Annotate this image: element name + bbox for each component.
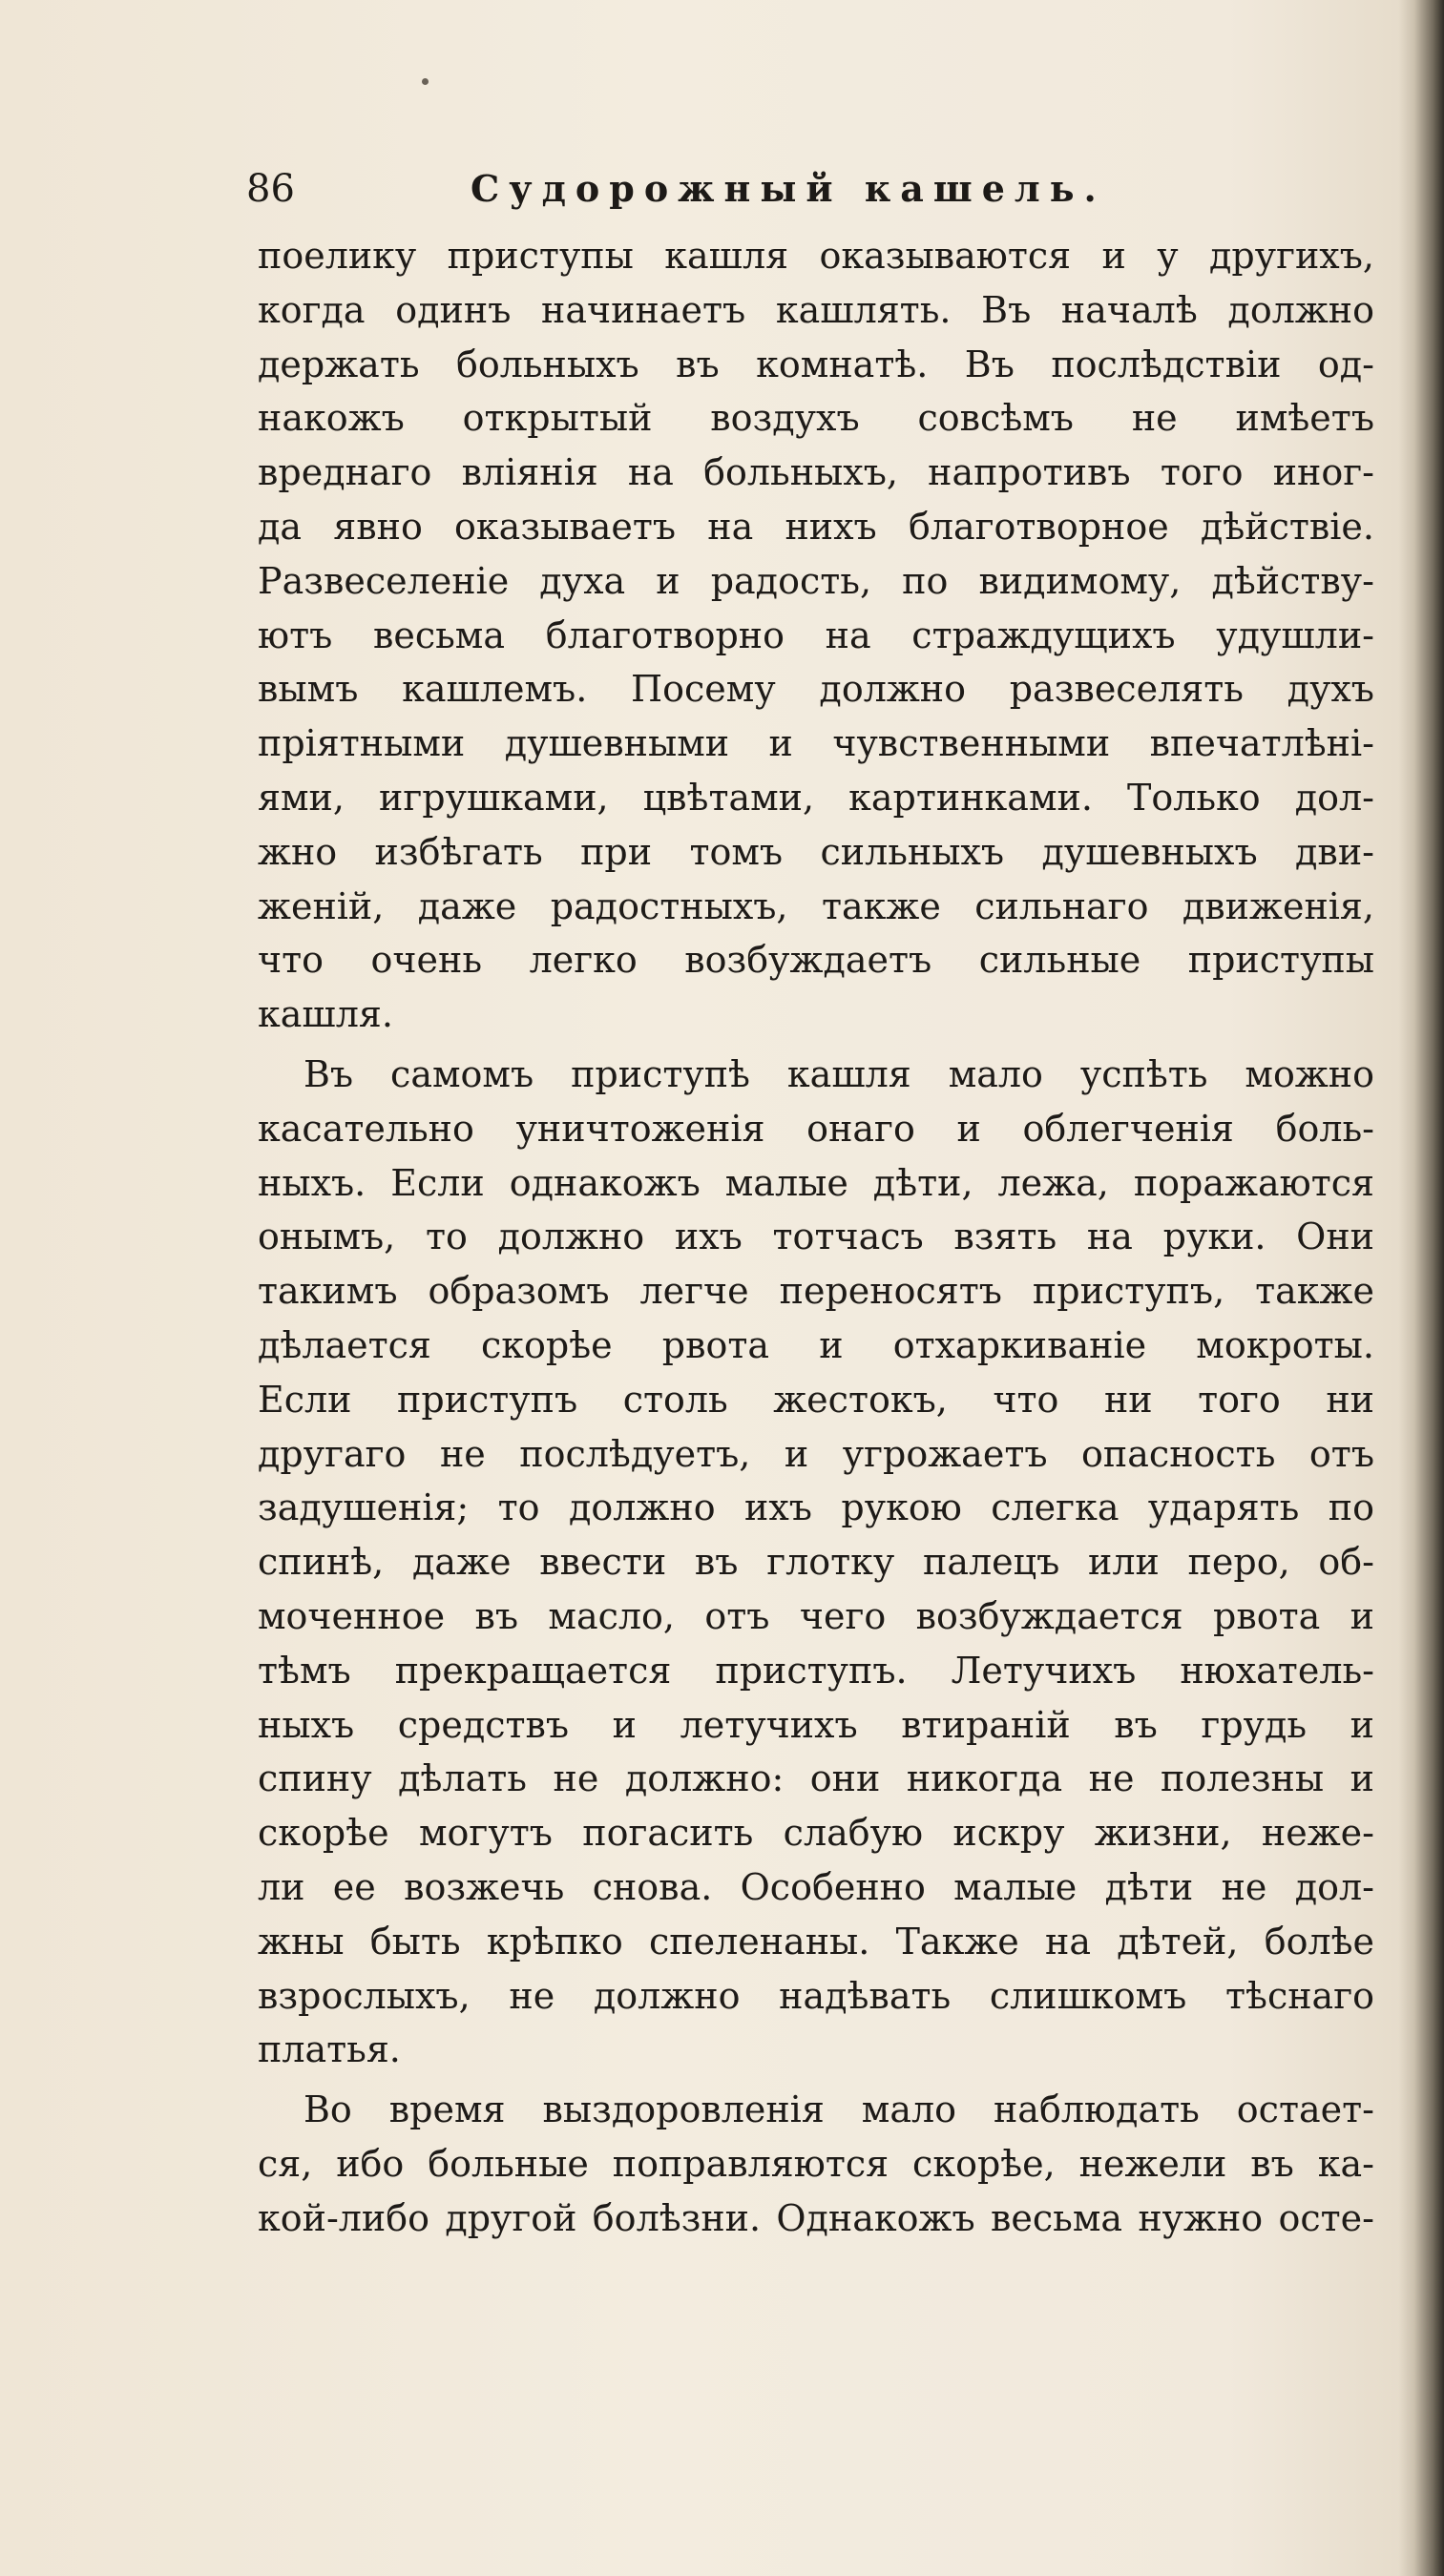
text-line: кашля.: [258, 993, 393, 1036]
text-line: поелику приступы кашля оказываются и у другихъ,: [258, 235, 1374, 277]
text-line: Развеселеніе духа и радость, по видимому, дѣйству-: [258, 559, 1374, 602]
text-line: вымъ кашлемъ. Посему должно развеселять духъ: [258, 668, 1374, 711]
text-line: что очень легко возбуждаетъ сильные приступы: [258, 939, 1374, 982]
text-line: жны быть крѣпко спеленаны. Также на дѣтей, болѣе: [258, 1920, 1374, 1963]
text-line: моченное въ масло, отъ чего возбуждается рвота и: [258, 1594, 1374, 1637]
text-line: задушенія; то должно ихъ рукою слегка ударять по: [258, 1486, 1374, 1529]
text-line: когда одинъ начинаетъ кашлять. Въ началѣ должно: [258, 288, 1374, 331]
text-line: другаго не послѣдуетъ, и угрожаетъ опасность отъ: [258, 1432, 1374, 1475]
page-header: [246, 160, 1201, 218]
text-line: да явно оказываетъ на нихъ благотворное дѣйствіе.: [258, 505, 1374, 548]
text-line: взрослыхъ, не должно надѣвать слишкомъ тѣснаго: [258, 1974, 1374, 2017]
text-line: вреднаго вліянія на больныхъ, напротивъ того иног-: [258, 451, 1374, 494]
text-line: спину дѣлать не должно: они никогда не полезны и: [258, 1757, 1374, 1800]
text-line: женій, даже радостныхъ, также сильнаго движенія,: [258, 884, 1374, 927]
text-line: Во время выздоровленія мало наблюдать остает-: [303, 2088, 1374, 2131]
print-speck: [422, 78, 429, 85]
text-line: Если приступъ столь жестокъ, что ни того ни: [258, 1378, 1374, 1421]
text-line: такимъ образомъ легче переносятъ приступъ, также: [258, 1270, 1374, 1313]
text-line: онымъ, то должно ихъ тотчасъ взять на руки. Они: [258, 1215, 1374, 1258]
page-binding-shadow: [1398, 0, 1444, 2576]
body-text: [258, 229, 1374, 2245]
text-line: ся, ибо больные поправляются скорѣе, нежели въ ка-: [258, 2142, 1374, 2185]
text-line: платья.: [258, 2028, 401, 2071]
text-line: ныхъ. Если однакожъ малые дѣти, лежа, поражаются: [258, 1161, 1374, 1204]
running-title: Судорожный кашель.: [471, 167, 1106, 210]
text-line: Въ самомъ приступѣ кашля мало успѣть можно: [303, 1052, 1374, 1095]
text-line: ли ее возжечь снова. Особенно малые дѣти не дол-: [258, 1865, 1374, 1908]
text-line: ныхъ средствъ и летучихъ втираній въ грудь и: [258, 1703, 1374, 1746]
text-line: тѣмъ прекращается приступъ. Летучихъ нюхатель-: [258, 1649, 1374, 1692]
text-line: ями, игрушками, цвѣтами, картинками. Только дол-: [258, 776, 1374, 819]
text-line: пріятными душевными и чувственными впечатлѣні-: [258, 722, 1374, 765]
text-line: дѣлается скорѣе рвота и отхаркиваніе мокроты.: [258, 1323, 1374, 1366]
text-line: спинѣ, даже ввести въ глотку палецъ или перо, об-: [258, 1541, 1374, 1584]
text-line: держать больныхъ въ комнатѣ. Въ послѣдствіи од-: [258, 343, 1374, 385]
page-number: 86: [246, 167, 295, 211]
text-line: накожъ открытый воздухъ совсѣмъ не имѣетъ: [258, 397, 1374, 440]
text-line: скорѣе могутъ погасить слабую искру жизни, неже-: [258, 1812, 1374, 1855]
text-line: жно избѣгать при томъ сильныхъ душевныхъ дви-: [258, 830, 1374, 873]
text-line: касательно уничтоженія онаго и облегченія боль-: [258, 1107, 1374, 1150]
text-line: кой-либо другой болѣзни. Однакожъ весьма нужно осте-: [258, 2196, 1374, 2239]
text-line: ютъ весьма благотворно на страждущихъ удушли-: [258, 613, 1374, 656]
